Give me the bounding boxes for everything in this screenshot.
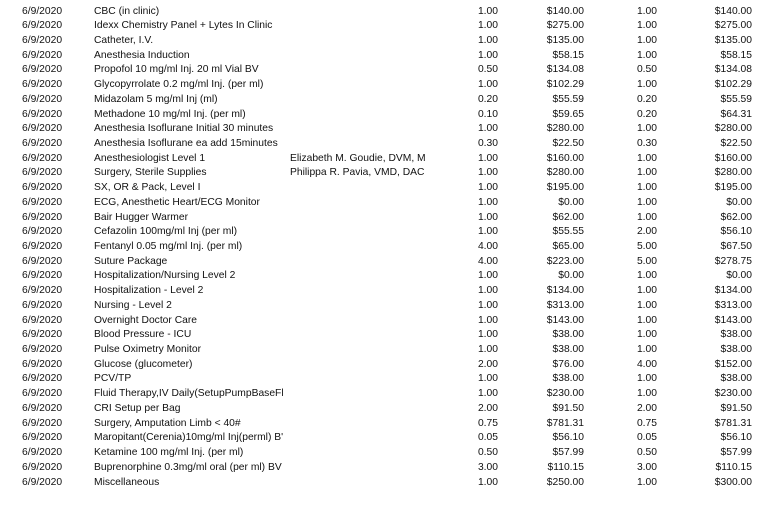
- line-item-quantity-billed: 0.75: [636, 417, 657, 429]
- line-item-total: $64.31: [720, 108, 752, 120]
- line-item-date: 6/9/2020: [22, 432, 63, 444]
- line-item-quantity: 1.00: [477, 20, 498, 32]
- line-item-quantity: 1.00: [477, 49, 498, 61]
- table-row: [0, 343, 781, 358]
- line-item-price: $195.00: [546, 182, 584, 194]
- line-item-quantity-billed: 1.00: [636, 299, 657, 311]
- line-item-description: Bair Hugger Warmer: [94, 211, 189, 223]
- line-item-date: 6/9/2020: [22, 226, 63, 238]
- line-item-date: 6/9/2020: [22, 182, 63, 194]
- line-item-description: Methadone 10 mg/ml Inj. (per ml): [94, 108, 246, 120]
- line-item-quantity-billed: 1.00: [636, 79, 657, 91]
- table-row: [0, 181, 781, 196]
- line-item-description: Glycopyrrolate 0.2 mg/ml Inj. (per ml): [94, 79, 264, 91]
- line-item-description: Anesthesia Isoflurane Initial 30 minutes: [94, 123, 274, 135]
- line-item-total: $91.50: [720, 402, 752, 414]
- line-item-description: Idexx Chemistry Panel + Lytes In Clinic: [94, 20, 273, 32]
- line-item-description: PCV/TP: [94, 373, 132, 385]
- table-row: [0, 387, 781, 402]
- line-item-price: $0.00: [558, 270, 584, 282]
- line-item-date: 6/9/2020: [22, 211, 63, 223]
- line-item-price: $134.08: [546, 64, 584, 76]
- line-item-date: 6/9/2020: [22, 388, 63, 400]
- line-item-price: $280.00: [546, 123, 584, 135]
- line-item-description: Hospitalization - Level 2: [94, 285, 204, 297]
- line-item-quantity-billed: 2.00: [636, 226, 657, 238]
- line-item-date: 6/9/2020: [22, 79, 63, 91]
- line-item-quantity-billed: 5.00: [636, 241, 657, 252]
- line-item-price: $38.00: [552, 373, 584, 385]
- line-item-quantity-billed: 1.00: [636, 123, 657, 135]
- table-row: [0, 225, 781, 240]
- table-row: [0, 211, 781, 226]
- line-item-quantity-billed: 1.00: [636, 20, 657, 32]
- line-item-price: $102.29: [546, 79, 584, 91]
- line-item-total: $62.00: [720, 211, 752, 223]
- line-item-description: CBC (in clinic): [94, 5, 160, 17]
- line-item-quantity: 1.00: [477, 167, 498, 179]
- line-item-total: $56.10: [720, 432, 752, 444]
- line-item-quantity-billed: 1.00: [636, 476, 657, 488]
- line-item-quantity-billed: 0.05: [636, 432, 657, 444]
- line-item-price: $230.00: [546, 388, 584, 400]
- line-item-quantity: 0.30: [477, 137, 498, 149]
- table-row: [0, 358, 781, 373]
- line-item-price: $59.65: [552, 108, 584, 120]
- table-row: [0, 108, 781, 123]
- line-item-total: $135.00: [714, 34, 752, 46]
- line-item-quantity-billed: 1.00: [636, 49, 657, 61]
- line-item-quantity: 4.00: [477, 241, 498, 252]
- line-item-total: $275.00: [714, 20, 752, 32]
- line-item-quantity: 0.75: [477, 417, 498, 429]
- line-item-date: 6/9/2020: [22, 285, 63, 297]
- line-item-price: $56.10: [552, 432, 584, 444]
- line-item-price: $76.00: [552, 358, 584, 370]
- table-row: [0, 19, 781, 34]
- line-item-quantity: 1.00: [477, 314, 498, 326]
- line-item-date: 6/9/2020: [22, 314, 63, 326]
- line-item-description: Anesthesiologist Level 1: [94, 152, 206, 164]
- line-item-price: $55.59: [552, 93, 584, 105]
- line-item-price: $143.00: [546, 314, 584, 326]
- line-item-total: $143.00: [714, 314, 752, 326]
- line-item-description: Fentanyl 0.05 mg/ml Inj. (per ml): [94, 241, 243, 252]
- line-item-price: $91.50: [552, 402, 584, 414]
- line-item-quantity: 1.00: [477, 344, 498, 356]
- line-item-date: 6/9/2020: [22, 34, 63, 46]
- line-item-description: Anesthesia Induction: [94, 49, 190, 61]
- line-item-description: Surgery, Sterile Supplies: [94, 167, 207, 179]
- line-item-quantity: 1.00: [477, 388, 498, 400]
- table-row: [0, 93, 781, 108]
- line-item-total: $55.59: [720, 93, 752, 105]
- line-item-description: Maropitant(Cerenia)10mg/ml Inj(perml) B': [94, 432, 284, 444]
- line-item-date: 6/9/2020: [22, 476, 63, 488]
- line-item-date: 6/9/2020: [22, 417, 63, 429]
- line-item-total: $38.00: [720, 373, 752, 385]
- line-item-quantity-billed: 1.00: [636, 34, 657, 46]
- line-item-quantity: 1.00: [477, 5, 498, 17]
- line-item-description: Miscellaneous: [94, 476, 160, 488]
- line-item-total: $140.00: [714, 5, 752, 17]
- table-row: [0, 284, 781, 299]
- line-item-price: $38.00: [552, 344, 584, 356]
- table-row: [0, 431, 781, 446]
- line-item-quantity: 0.20: [477, 93, 498, 105]
- line-item-quantity-billed: 0.50: [636, 447, 657, 459]
- line-item-total: $58.15: [720, 49, 752, 61]
- line-item-quantity: 1.00: [477, 329, 498, 341]
- line-item-date: 6/9/2020: [22, 299, 63, 311]
- line-item-date: 6/9/2020: [22, 329, 63, 341]
- line-item-price: $110.15: [547, 461, 584, 473]
- line-item-quantity: 0.05: [477, 432, 498, 444]
- line-item-quantity-billed: 0.20: [636, 108, 657, 120]
- line-item-date: 6/9/2020: [22, 344, 63, 356]
- line-item-date: 6/9/2020: [22, 93, 63, 105]
- table-row: [0, 255, 781, 270]
- line-item-description: Glucose (glucometer): [94, 358, 193, 370]
- table-row: [0, 122, 781, 137]
- line-item-date: 6/9/2020: [22, 241, 63, 252]
- table-row: [0, 446, 781, 461]
- line-item-quantity: 0.50: [477, 447, 498, 459]
- line-item-quantity-billed: 3.00: [636, 461, 657, 473]
- line-item-total: $280.00: [714, 167, 752, 179]
- line-item-date: 6/9/2020: [22, 373, 63, 385]
- line-item-date: 6/9/2020: [22, 152, 63, 164]
- line-item-price: $55.55: [552, 226, 584, 238]
- line-item-price: $140.00: [546, 5, 584, 17]
- line-item-price: $781.31: [546, 417, 584, 429]
- line-item-date: 6/9/2020: [22, 108, 63, 120]
- line-item-total: $300.00: [714, 476, 752, 488]
- line-item-quantity: 2.00: [477, 358, 498, 370]
- line-item-date: 6/9/2020: [22, 358, 63, 370]
- line-item-price: $135.00: [546, 34, 584, 46]
- line-item-quantity: 1.00: [477, 226, 498, 238]
- line-item-quantity: 1.00: [477, 285, 498, 297]
- line-item-quantity: 1.00: [477, 79, 498, 91]
- table-row: [0, 299, 781, 314]
- line-item-quantity: 2.00: [477, 402, 498, 414]
- line-item-date: 6/9/2020: [22, 5, 63, 17]
- line-item-total: $56.10: [720, 226, 752, 238]
- line-item-price: $0.00: [558, 196, 584, 208]
- line-item-description: Overnight Doctor Care: [94, 314, 198, 326]
- line-item-total: $781.31: [714, 417, 752, 429]
- line-item-quantity: 1.00: [477, 373, 498, 385]
- table-row: [0, 34, 781, 49]
- line-item-description: SX, OR & Pack, Level I: [94, 182, 201, 194]
- table-row: [0, 78, 781, 93]
- table-row: [0, 417, 781, 432]
- line-item-description: Suture Package: [94, 255, 168, 267]
- line-item-description: Buprenorphine 0.3mg/ml oral (per ml) BV: [94, 461, 282, 473]
- line-item-total: $152.00: [714, 358, 752, 370]
- line-item-quantity-billed: 0.20: [636, 93, 657, 105]
- line-item-quantity: 1.00: [477, 123, 498, 135]
- line-item-quantity-billed: 1.00: [636, 196, 657, 208]
- line-item-price: $58.15: [552, 49, 584, 61]
- line-item-total: $38.00: [720, 344, 752, 356]
- table-row: [0, 152, 781, 167]
- line-item-date: 6/9/2020: [22, 461, 63, 473]
- line-item-price: $134.00: [546, 285, 584, 297]
- table-row: [0, 269, 781, 284]
- line-item-description: CRI Setup per Bag: [94, 402, 181, 414]
- line-item-date: 6/9/2020: [22, 20, 63, 32]
- line-item-price: $62.00: [552, 211, 584, 223]
- table-row: [0, 49, 781, 64]
- line-item-total: $38.00: [720, 329, 752, 341]
- line-item-description: Blood Pressure - ICU: [94, 329, 192, 341]
- table-row: [0, 328, 781, 343]
- line-item-date: 6/9/2020: [22, 196, 63, 208]
- line-item-total: $160.00: [714, 152, 752, 164]
- line-item-total: $280.00: [714, 123, 752, 135]
- line-item-price: $57.99: [552, 447, 584, 459]
- line-item-price: $38.00: [552, 329, 584, 341]
- line-item-quantity: 1.00: [477, 196, 498, 208]
- line-item-description: Cefazolin 100mg/ml Inj (per ml): [94, 226, 238, 238]
- line-item-quantity-billed: 1.00: [636, 373, 657, 385]
- line-item-date: 6/9/2020: [22, 64, 63, 76]
- line-item-quantity-billed: 1.00: [636, 314, 657, 326]
- line-item-quantity: 1.00: [477, 299, 498, 311]
- line-item-total: $57.99: [720, 447, 752, 459]
- line-item-quantity-billed: 2.00: [636, 402, 657, 414]
- line-item-total: $110.15: [715, 461, 752, 473]
- line-item-price: $22.50: [552, 137, 584, 149]
- line-item-total: $67.50: [720, 241, 752, 252]
- table-row: [0, 166, 781, 181]
- line-item-quantity: 1.00: [477, 152, 498, 164]
- line-item-date: 6/9/2020: [22, 123, 63, 135]
- line-item-quantity-billed: 1.00: [636, 329, 657, 341]
- line-item-price: $160.00: [546, 152, 584, 164]
- line-item-date: 6/9/2020: [22, 447, 63, 459]
- line-item-description: Fluid Therapy,IV Daily(SetupPumpBaseFl: [94, 388, 284, 400]
- line-item-doctor: Elizabeth M. Goudie, DVM, M: [290, 152, 426, 164]
- line-item-total: $230.00: [714, 388, 752, 400]
- line-item-quantity-billed: 1.00: [636, 167, 657, 179]
- table-row: [0, 402, 781, 417]
- line-item-quantity-billed: 1.00: [636, 5, 657, 17]
- line-item-quantity-billed: 5.00: [636, 255, 657, 267]
- line-item-date: 6/9/2020: [22, 137, 63, 149]
- line-item-quantity: 0.50: [477, 64, 498, 76]
- table-row: [0, 196, 781, 211]
- line-item-quantity: 1.00: [477, 476, 498, 488]
- line-item-quantity-billed: 1.00: [636, 270, 657, 282]
- line-item-description: Catheter, I.V.: [94, 34, 154, 46]
- table-row: [0, 63, 781, 78]
- line-item-quantity: 0.10: [477, 108, 498, 120]
- line-item-description: Anesthesia Isoflurane ea add 15minutes: [94, 137, 278, 149]
- line-item-quantity-billed: 1.00: [636, 344, 657, 356]
- table-row: [0, 137, 781, 152]
- line-item-price: $280.00: [546, 167, 584, 179]
- line-item-doctor: Philippa R. Pavia, VMD, DAC: [290, 167, 425, 179]
- line-item-date: 6/9/2020: [22, 167, 63, 179]
- line-item-date: 6/9/2020: [22, 49, 63, 61]
- line-item-price: $65.00: [552, 241, 584, 252]
- line-items-table: [0, 5, 781, 491]
- line-item-total: $278.75: [714, 255, 752, 267]
- table-row: [0, 476, 781, 491]
- line-item-quantity: 4.00: [477, 255, 498, 267]
- line-item-description: Ketamine 100 mg/ml Inj. (per ml): [94, 447, 244, 459]
- line-item-quantity-billed: 1.00: [636, 388, 657, 400]
- table-row: [0, 372, 781, 387]
- line-item-total: $102.29: [714, 79, 752, 91]
- line-item-quantity: 1.00: [477, 34, 498, 46]
- line-item-quantity-billed: 1.00: [636, 285, 657, 297]
- line-item-description: Hospitalization/Nursing Level 2: [94, 270, 236, 282]
- table-row: [0, 240, 781, 255]
- line-item-description: Midazolam 5 mg/ml Inj (ml): [94, 93, 218, 105]
- line-item-total: $134.08: [714, 64, 752, 76]
- line-item-total: $134.00: [714, 285, 752, 297]
- line-item-description: Nursing - Level 2: [94, 299, 172, 311]
- line-item-quantity: 1.00: [477, 182, 498, 194]
- line-item-quantity: 1.00: [477, 211, 498, 223]
- line-item-price: $275.00: [546, 20, 584, 32]
- line-item-description: Propofol 10 mg/ml Inj. 20 ml Vial BV: [94, 64, 259, 76]
- line-item-total: $0.00: [726, 270, 752, 282]
- line-item-quantity-billed: 0.50: [636, 64, 657, 76]
- line-item-total: $313.00: [714, 299, 752, 311]
- line-item-date: 6/9/2020: [22, 402, 63, 414]
- line-item-date: 6/9/2020: [22, 270, 63, 282]
- line-item-total: $0.00: [726, 196, 752, 208]
- line-item-quantity-billed: 1.00: [636, 152, 657, 164]
- line-item-price: $250.00: [546, 476, 584, 488]
- line-item-quantity-billed: 4.00: [636, 358, 657, 370]
- line-item-description: Pulse Oximetry Monitor: [94, 344, 202, 356]
- line-item-price: $223.00: [546, 255, 584, 267]
- table-row: [0, 5, 781, 20]
- line-item-quantity-billed: 0.30: [636, 137, 657, 149]
- line-item-date: 6/9/2020: [22, 255, 63, 267]
- line-item-quantity: 3.00: [477, 461, 498, 473]
- table-row: [0, 314, 781, 329]
- line-item-description: ECG, Anesthetic Heart/ECG Monitor: [94, 196, 260, 208]
- line-item-price: $313.00: [546, 299, 584, 311]
- line-item-quantity-billed: 1.00: [636, 211, 657, 223]
- line-item-quantity-billed: 1.00: [636, 182, 657, 194]
- line-item-quantity: 1.00: [477, 270, 498, 282]
- line-item-total: $22.50: [720, 137, 752, 149]
- line-item-total: $195.00: [714, 182, 752, 194]
- table-row: [0, 461, 781, 476]
- line-item-description: Surgery, Amputation Limb < 40#: [94, 417, 241, 429]
